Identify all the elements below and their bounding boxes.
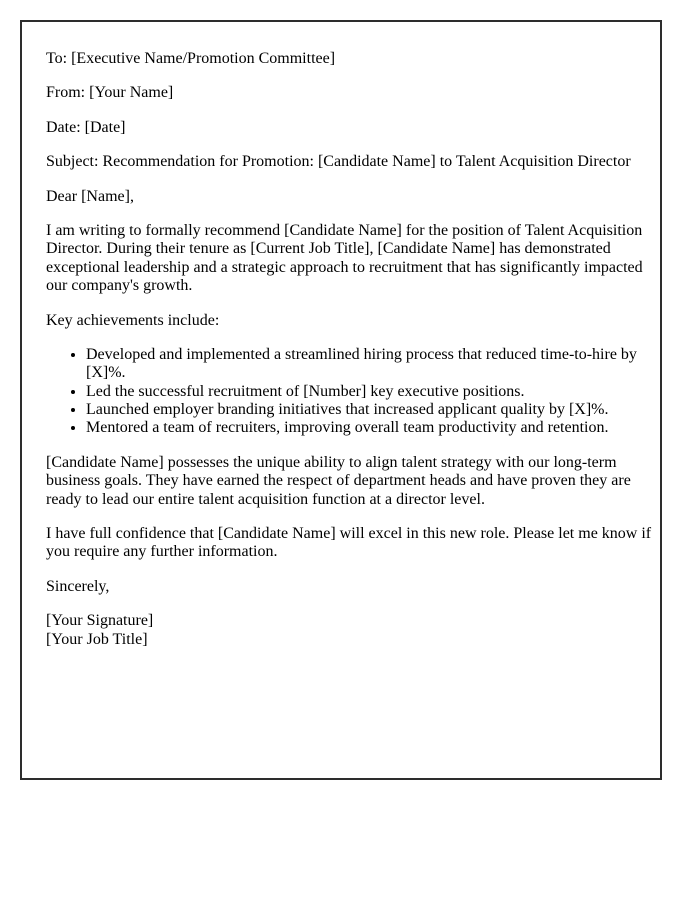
achievement-item: • Developed and implemented a streamlined hiring process that reduced time-to-hire by [X]%. — [86, 346, 654, 383]
signature-title: [Your Job Title] — [46, 630, 148, 648]
ability-paragraph: [Candidate Name] possesses the unique ability to align talent strategy with our long-term business goals. They have earned the respect of department heads and have proven they are ready to lead our entire talent acquisition function at a director level. — [46, 453, 631, 508]
achievement-item: • Led the successful recruitment of [Number] key executive positions. — [86, 383, 654, 401]
signoff: Sincerely, — [46, 577, 110, 595]
to-line: To: [Executive Name/Promotion Committee] — [46, 50, 336, 67]
achievements-heading: Key achievements include: — [46, 311, 220, 329]
achievement-item: • Launched employer branding initiatives that increased applicant quality by [X]%. — [86, 401, 654, 419]
salutation: Dear [Name], — [46, 187, 134, 205]
from-line: From: [Your Name] — [46, 84, 174, 102]
achievement-item: • Mentored a team of recruiters, improving overall team productivity and retention. — [86, 419, 654, 437]
subject-line: Subject: Recommendation for Promotion: [Candidate Name] to Talent Acquisition Director — [46, 153, 631, 171]
achievements-list — [46, 346, 654, 438]
intro-paragraph: I am writing to formally recommend [Candidate Name] for the position of Talent Acquisition Director. During their tenure as [Current Job Title], [Candidate Name] has demonstrated exceptional leadership and a strategic approach to recruitment that has significantly impacted our company's growth. — [46, 221, 643, 295]
closing-paragraph: I have full confidence that [Candidate Name] will excel in this new role. Please let me know if you require any further information. — [46, 525, 652, 561]
signature-name: [Your Signature] — [46, 612, 154, 630]
date-line: Date: [Date] — [46, 118, 126, 136]
signature-block — [46, 612, 654, 649]
letter-page — [20, 20, 662, 780]
